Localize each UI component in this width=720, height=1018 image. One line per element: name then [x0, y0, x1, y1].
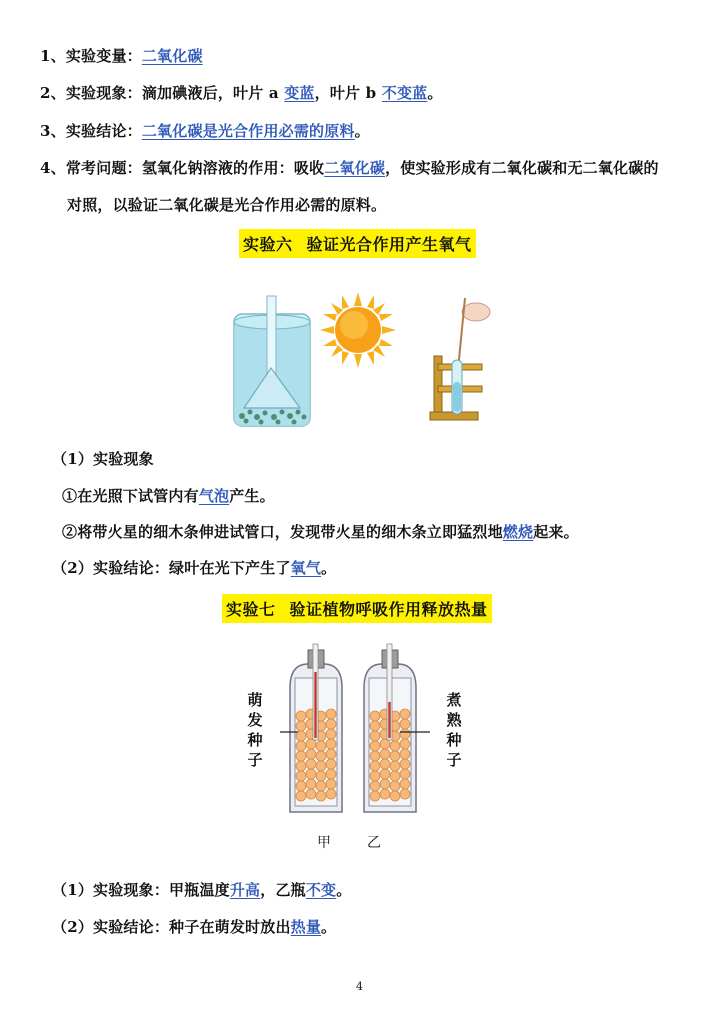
- q1-line: [40, 45, 203, 66]
- q3-line: [40, 120, 370, 141]
- q1-label: 实验变量：: [65, 47, 142, 65]
- q4-number: 4、: [40, 159, 66, 177]
- obs2-text: ②将带火星的细木条伸进试管口，发现带火星的细木条立即猛烈地: [62, 523, 503, 541]
- exp7-observation: [52, 879, 351, 900]
- q3-end: 。: [354, 122, 370, 140]
- exp6-observation-1: [62, 485, 275, 506]
- exp7-conclusion: [52, 916, 336, 937]
- page-number: 4: [356, 980, 363, 993]
- exp6-conclusion-end: 。: [321, 559, 337, 577]
- sun-icon: [318, 290, 398, 370]
- q2-answer-b: 不变蓝: [381, 84, 428, 102]
- q3-number: 3、: [40, 122, 66, 140]
- caption-flask-b: 乙: [367, 835, 381, 851]
- flask-right: [364, 644, 430, 812]
- exp7-observation-end: 。: [336, 881, 352, 899]
- exp7-heading: [222, 594, 492, 623]
- obs1-answer: 气泡: [198, 487, 230, 505]
- exp6-conclusion-answer: 氧气: [290, 559, 322, 577]
- q2-answer-a: 变蓝: [284, 84, 315, 102]
- q4-answer: 二氧化碳: [324, 159, 386, 177]
- exp7-observation-text: （1）实验现象：甲瓶温度: [52, 881, 230, 899]
- exp7-title-text: 验证植物呼吸作用释放热量: [289, 600, 488, 619]
- label-boiled-seeds: 煮熟种子: [446, 691, 462, 769]
- obs2-answer: 燃烧: [502, 523, 534, 541]
- test-tube-stand-illustration: [428, 294, 498, 424]
- q2-end: 。: [427, 84, 443, 102]
- obs1-text: ①在光照下试管内有: [62, 487, 199, 505]
- exp6-observation-2: [62, 521, 579, 542]
- exp6-heading: [239, 229, 476, 258]
- q2-mid: ，叶片 b: [314, 84, 382, 102]
- exp7-title-number: 实验七: [226, 600, 276, 619]
- q2-line: [40, 82, 443, 103]
- exp7-conclusion-text: （2）实验结论：种子在萌发时放出: [52, 918, 291, 936]
- q4-line: [40, 157, 659, 178]
- caption-flask-a: 甲: [317, 835, 331, 851]
- exp6-observation-label: （1）实验现象: [52, 450, 154, 468]
- exp6-conclusion: [52, 557, 336, 578]
- exp7-conclusion-end: 。: [321, 918, 337, 936]
- label-germinating-seeds: 萌发种子: [247, 691, 263, 769]
- beaker-funnel-illustration: [230, 292, 315, 432]
- exp7-observation-answer-a: 升高: [229, 881, 261, 899]
- exp7-observation-answer-b: 不变: [305, 881, 337, 899]
- obs2-end: 起来。: [533, 523, 579, 541]
- thermos-flask-illustration: [280, 642, 440, 818]
- flask-left: [280, 644, 342, 812]
- exp6-title-text: 验证光合作用产生氧气: [306, 235, 472, 254]
- q4-label: 常考问题：氢氧化钠溶液的作用：吸收: [65, 159, 325, 177]
- q4-line-2: 对照，以验证二氧化碳是光合作用必需的原料。: [67, 196, 387, 214]
- obs1-end: 产生。: [229, 487, 275, 505]
- q3-answer: 二氧化碳是光合作用必需的原料: [141, 122, 355, 140]
- exp7-conclusion-answer: 热量: [290, 918, 322, 936]
- q2-label: 实验现象：滴加碘液后，叶片 a: [65, 84, 285, 102]
- exp6-conclusion-text: （2）实验结论：绿叶在光下产生了: [52, 559, 291, 577]
- q1-answer: 二氧化碳: [141, 47, 203, 65]
- q2-number: 2、: [40, 84, 66, 102]
- exp7-observation-mid: ，乙瓶: [260, 881, 306, 899]
- exp6-title-number: 实验六: [243, 235, 293, 254]
- q1-number: 1、: [40, 47, 66, 65]
- q4-rest: ，使实验形成有二氧化碳和无二氧化碳的: [385, 159, 659, 177]
- q3-label: 实验结论：: [65, 122, 142, 140]
